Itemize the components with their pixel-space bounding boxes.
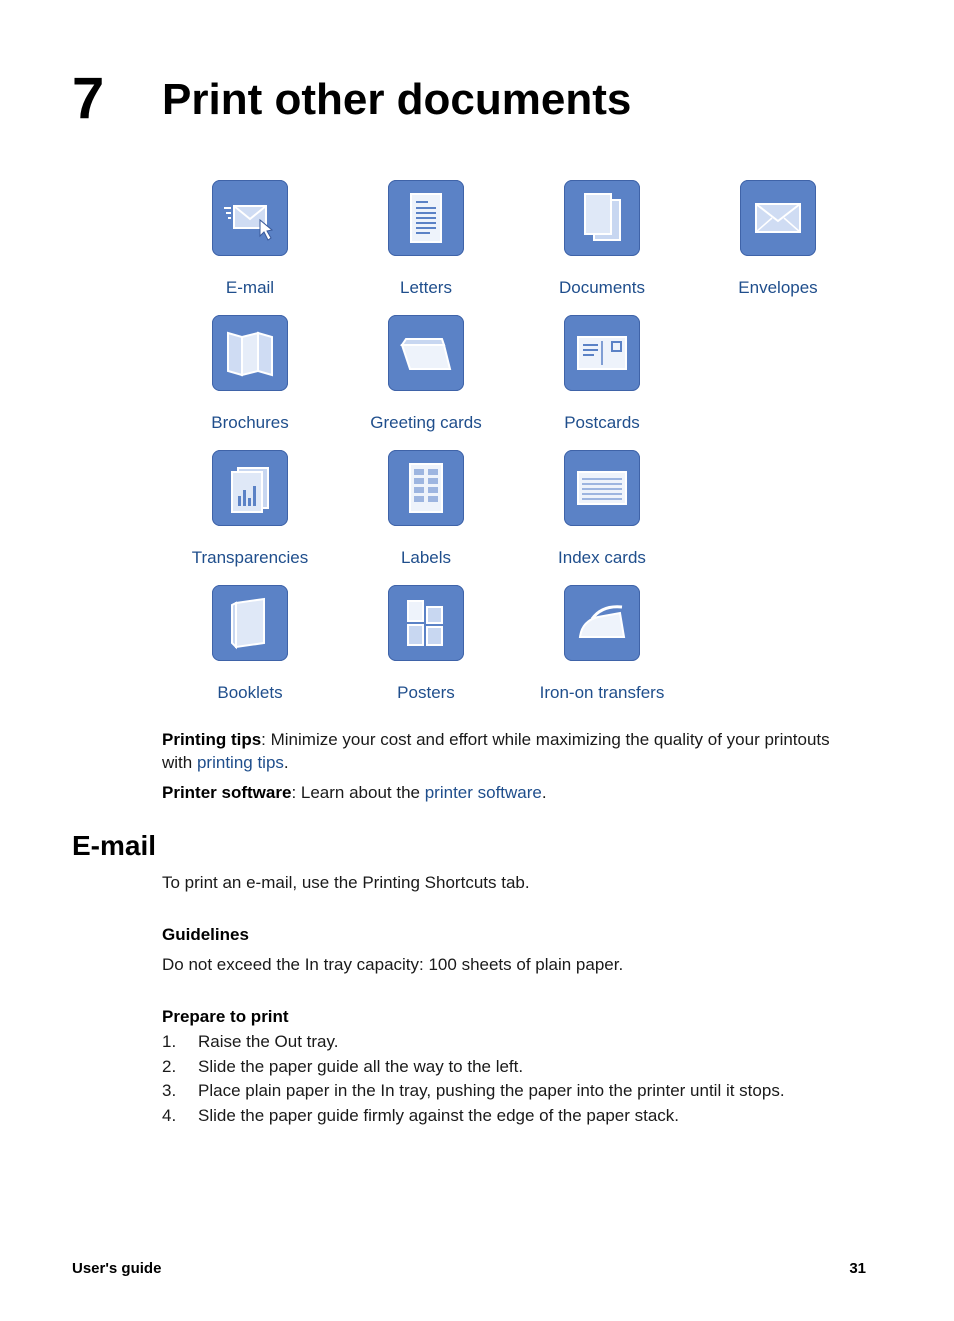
printing-tips-paragraph: [162, 728, 842, 774]
grid-row: [162, 180, 866, 315]
list-item: [162, 1106, 785, 1131]
step-number: 2.: [162, 1056, 177, 1076]
doc-type-label[interactable]: Postcards: [564, 413, 640, 432]
page-title: Print other documents: [162, 75, 632, 124]
doc-type-label[interactable]: Greeting cards: [370, 413, 482, 432]
doc-type-label[interactable]: Documents: [559, 278, 645, 297]
printer-software-label: Printer software: [162, 783, 292, 802]
printing-tips-label: Printing tips: [162, 730, 262, 749]
documents-icon[interactable]: [564, 180, 640, 256]
letter-icon[interactable]: [388, 180, 464, 256]
printing-tips-end: .: [283, 753, 289, 772]
list-item: [162, 1057, 785, 1082]
transparency-icon[interactable]: [212, 450, 288, 526]
doc-type-index-cards[interactable]: [514, 450, 690, 585]
chapter-number: 7: [72, 66, 105, 131]
printer-software-paragraph: [162, 781, 547, 804]
printing-tips-link[interactable]: printing tips: [196, 753, 284, 772]
poster-icon[interactable]: [388, 585, 464, 661]
guidelines-heading: Guidelines: [162, 925, 249, 944]
printer-software-end: .: [541, 783, 547, 802]
step-text: Raise the Out tray.: [198, 1032, 339, 1051]
footer-guide-title: User's guide: [72, 1260, 162, 1277]
doc-type-label[interactable]: Transparencies: [191, 548, 309, 567]
step-text: Place plain paper in the In tray, pushing the paper into the printer until it stops.: [198, 1081, 785, 1101]
email-section-heading: E-mail: [72, 830, 157, 861]
doc-type-transparencies[interactable]: [162, 450, 338, 585]
doc-type-label[interactable]: Iron-on transfers: [539, 683, 665, 702]
doc-type-label[interactable]: Booklets: [217, 683, 283, 702]
email-intro: To print an e-mail, use the Printing Shortcuts tab.: [162, 873, 530, 892]
printing-tips-text: : Minimize your cost and effort while maximizing the quality of your printouts with: [162, 730, 830, 772]
grid-row: [162, 315, 866, 450]
doc-type-email[interactable]: [162, 180, 338, 315]
doc-type-posters[interactable]: [338, 585, 514, 720]
printer-software-text: : Learn about the: [291, 783, 425, 802]
doc-type-label[interactable]: Brochures: [211, 413, 289, 432]
grid-row: [162, 585, 866, 720]
doc-type-label[interactable]: E-mail: [225, 278, 275, 297]
doc-type-label[interactable]: Labels: [400, 548, 452, 567]
index-card-icon[interactable]: [564, 450, 640, 526]
step-number: 3.: [162, 1081, 177, 1101]
grid-row: [162, 450, 866, 585]
page-number: 31: [849, 1260, 866, 1277]
iron-icon[interactable]: [564, 585, 640, 661]
brochure-icon[interactable]: [212, 315, 288, 391]
doc-type-iron-on-transfers[interactable]: [514, 585, 690, 720]
doc-type-label[interactable]: Letters: [400, 278, 452, 297]
guidelines-text: Do not exceed the In tray capacity: 100 sheets of plain paper.: [162, 955, 624, 974]
email-icon[interactable]: [212, 180, 288, 256]
greeting-card-icon[interactable]: [388, 315, 464, 391]
doc-type-letters[interactable]: [338, 180, 514, 315]
doc-type-envelopes[interactable]: [690, 180, 866, 315]
doc-type-greeting-cards[interactable]: [338, 315, 514, 450]
envelope-icon[interactable]: [740, 180, 816, 256]
doc-type-brochures[interactable]: [162, 315, 338, 450]
step-text: Slide the paper guide all the way to the left.: [198, 1056, 524, 1076]
list-item: [162, 1081, 785, 1106]
postcard-icon[interactable]: [564, 315, 640, 391]
doc-type-documents[interactable]: [514, 180, 690, 315]
prepare-heading: Prepare to print: [162, 1007, 289, 1026]
step-number: 1.: [162, 1032, 177, 1051]
doc-type-labels[interactable]: [338, 450, 514, 585]
doc-type-postcards[interactable]: [514, 315, 690, 450]
printer-software-link[interactable]: printer software: [424, 783, 542, 802]
doc-type-label[interactable]: Posters: [397, 683, 455, 702]
step-text: Slide the paper guide firmly against the edge of the paper stack.: [198, 1105, 680, 1125]
doc-type-label[interactable]: Index cards: [558, 548, 646, 567]
labels-icon[interactable]: [388, 450, 464, 526]
list-item: [162, 1032, 785, 1057]
document-type-grid: [162, 180, 866, 720]
doc-type-label[interactable]: Envelopes: [738, 278, 818, 297]
doc-type-booklets[interactable]: [162, 585, 338, 720]
step-number: 4.: [162, 1105, 177, 1125]
booklet-icon[interactable]: [212, 585, 288, 661]
prepare-steps-list: [162, 1032, 785, 1130]
